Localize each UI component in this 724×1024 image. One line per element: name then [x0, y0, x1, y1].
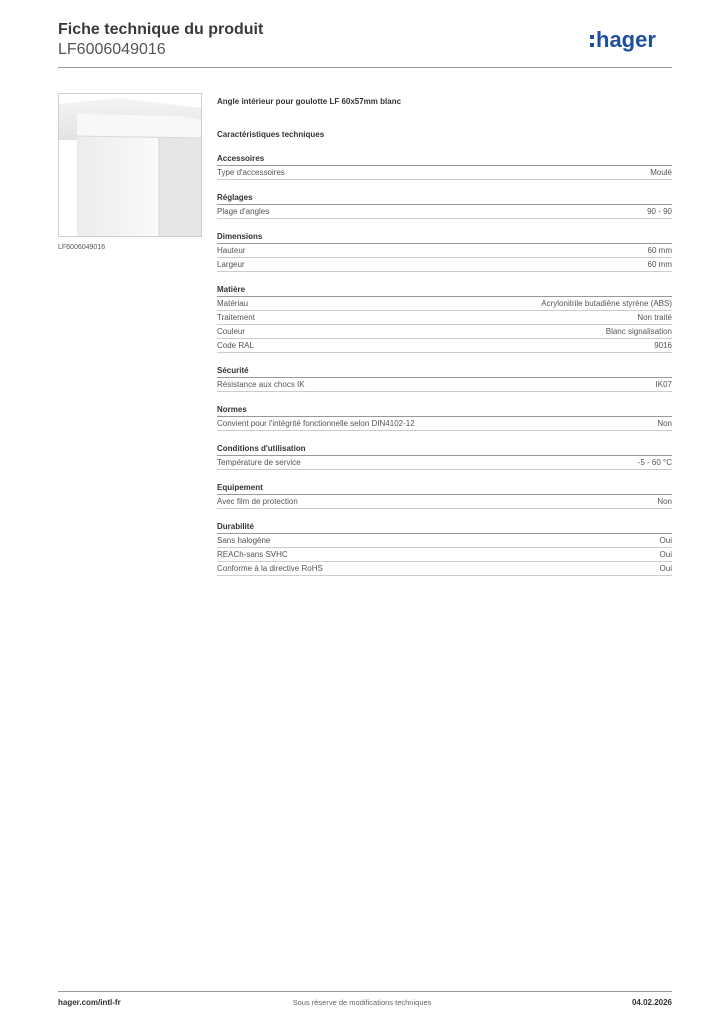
spec-label: Traitement — [217, 313, 255, 322]
spec-row — [217, 417, 672, 431]
section-title: Dimensions — [217, 231, 672, 244]
spec-row — [217, 495, 672, 509]
spec-value: IK07 — [655, 380, 672, 389]
spec-value: Non traité — [637, 313, 672, 322]
product-reference: LF6006049016 — [58, 41, 166, 58]
spec-label: Couleur — [217, 327, 246, 336]
footer-notice: Sous réserve de modifications techniques — [292, 998, 432, 1007]
spec-row — [217, 258, 672, 272]
spec-label: Type d'accessoires — [217, 168, 285, 177]
spec-section — [217, 443, 672, 470]
spec-label: Conforme à la directive RoHS — [217, 564, 323, 573]
spec-section — [217, 153, 672, 180]
spec-label: Plage d'angles — [217, 207, 270, 216]
footer-divider — [58, 991, 672, 992]
spec-row — [217, 562, 672, 576]
product-details — [217, 95, 672, 576]
spec-row — [217, 166, 672, 180]
section-title: Matière — [217, 284, 672, 297]
channel-angle-illustration — [59, 94, 201, 236]
spec-section — [217, 284, 672, 353]
section-title: Normes — [217, 404, 672, 417]
spec-value: Oui — [659, 564, 672, 573]
spec-section — [217, 192, 672, 219]
spec-value: 60 mm — [647, 260, 672, 269]
spec-label: Convient pour l'intégrité fonctionnelle selon DIN4102-12 — [217, 419, 415, 428]
footer-website: hager.com/intl-fr — [58, 998, 121, 1007]
section-title: Accessoires — [217, 153, 672, 166]
spec-row — [217, 205, 672, 219]
spec-label: Avec film de protection — [217, 497, 298, 506]
spec-label: Sans halogène — [217, 536, 271, 545]
spec-row — [217, 325, 672, 339]
section-title: Conditions d'utilisation — [217, 443, 672, 456]
spec-value: Non — [657, 497, 672, 506]
section-title: Equipement — [217, 482, 672, 495]
characteristics-title: Caractéristiques techniques — [217, 130, 325, 139]
section-title: Sécurité — [217, 365, 672, 378]
spec-section — [217, 231, 672, 272]
spec-value: Acrylonitrile butadiène styrène (ABS) — [541, 299, 672, 308]
spec-value: Blanc signalisation — [605, 327, 672, 336]
spec-label: Code RAL — [217, 341, 254, 350]
spec-value: Oui — [659, 550, 672, 559]
spec-label: Largeur — [217, 260, 245, 269]
header-divider — [58, 67, 672, 68]
spec-row — [217, 339, 672, 353]
image-caption: LF6006049016 — [58, 244, 106, 251]
spec-value: Non — [657, 419, 672, 428]
page-title: Fiche technique du produit — [58, 21, 264, 38]
spec-row — [217, 311, 672, 325]
logo-text: hager — [596, 27, 656, 52]
spec-value: -5 - 60 °C — [637, 458, 672, 467]
spec-value: 90 - 90 — [647, 207, 672, 216]
spec-section — [217, 482, 672, 509]
spec-section — [217, 365, 672, 392]
characteristics-sections — [217, 153, 672, 576]
spec-value: 9016 — [654, 341, 672, 350]
spec-row — [217, 534, 672, 548]
spec-value: Moulé — [650, 168, 672, 177]
spec-row — [217, 456, 672, 470]
spec-row — [217, 297, 672, 311]
spec-value: Oui — [659, 536, 672, 545]
footer-date: 04.02.2026 — [631, 998, 672, 1007]
spec-row — [217, 548, 672, 562]
spec-label: Résistance aux chocs IK — [217, 380, 305, 389]
section-title: Durabilité — [217, 521, 672, 534]
hager-logo — [590, 26, 672, 60]
page-header — [58, 20, 672, 66]
spec-label: Hauteur — [217, 246, 246, 255]
spec-label: Matériau — [217, 299, 249, 308]
spec-label: REACh-sans SVHC — [217, 550, 288, 559]
spec-value: 60 mm — [647, 246, 672, 255]
spec-row — [217, 378, 672, 392]
spec-section — [217, 521, 672, 576]
spec-section — [217, 404, 672, 431]
spec-label: Température de service — [217, 458, 301, 467]
product-image — [58, 93, 202, 237]
spec-row — [217, 244, 672, 258]
section-title: Réglages — [217, 192, 672, 205]
product-name: Angle intérieur pour goulotte LF 60x57mm blanc — [217, 97, 402, 106]
